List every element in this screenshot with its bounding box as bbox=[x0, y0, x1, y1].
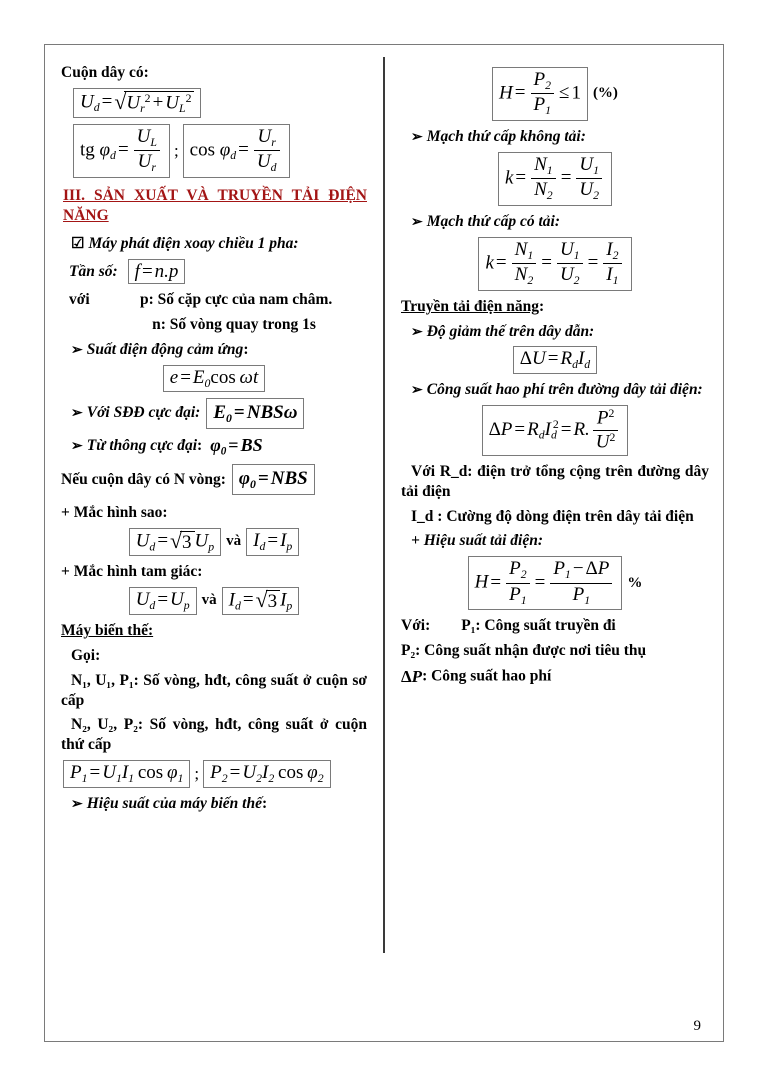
formula-delta-i: $I_d =√3$ $I_p$ bbox=[228, 588, 293, 613]
formula-separator-semicolon: ; bbox=[173, 141, 179, 161]
emf-max-label: Với SĐĐ cực đại: bbox=[86, 404, 201, 422]
formula-delta-u-box bbox=[129, 587, 197, 615]
formula-delta-p-box bbox=[482, 405, 629, 456]
percent-sign: % bbox=[627, 574, 643, 591]
secondary-coil-description: N₂, U₂, P₂: Số vòng, hđt, công suất ở cuộn thứ cấp bbox=[61, 716, 367, 754]
p1-description-line bbox=[401, 616, 709, 636]
formula-p2-box bbox=[203, 760, 330, 788]
no-load-item bbox=[401, 127, 709, 147]
emf-label: Suất điện động cảm ứng bbox=[86, 340, 244, 358]
voltage-drop-item bbox=[401, 322, 709, 342]
formula-f: f = n.p bbox=[134, 261, 179, 283]
formula-cos-phi-box bbox=[183, 124, 290, 178]
emf-item bbox=[61, 340, 367, 360]
arrow-bullet-icon: ➢ bbox=[411, 129, 423, 145]
delta-p-symbol: ΔP bbox=[401, 666, 423, 686]
flux-max-colon: : bbox=[197, 437, 203, 455]
formula-phi0-n-box bbox=[232, 464, 315, 495]
transmission-efficiency-label: + Hiệu suất tải điện: bbox=[411, 532, 543, 550]
p-description-line bbox=[61, 290, 367, 310]
formula-tg-phi-box bbox=[73, 124, 170, 178]
formula-h-transmission: H = $\frac{P_2}{P_1}$ = $\frac{P_1 - \Delta P}{P_1}$ bbox=[475, 559, 616, 607]
generator-label: Máy phát điện xoay chiều 1 pha: bbox=[88, 235, 299, 253]
transmission-row bbox=[401, 297, 709, 317]
transformer-efficiency-colon: : bbox=[261, 794, 268, 812]
formula-h-row bbox=[401, 67, 709, 121]
formula-delta-u: $U_d = U_p$ bbox=[135, 589, 190, 612]
right-column bbox=[385, 45, 723, 953]
formula-delta-u: $\Delta U = R_dI_d$ bbox=[519, 348, 591, 372]
transformer-label: Máy biến thế: bbox=[61, 622, 154, 640]
formula-k-load: k = $\frac{N_1}{N_2}$ = $\frac{U_1}{U_2}$ = $\frac{I_2}{I_1}$ bbox=[485, 240, 624, 288]
n-description: n: Số vòng quay trong 1s bbox=[152, 316, 316, 334]
and-label: và bbox=[226, 533, 242, 550]
formula-ud-row bbox=[61, 88, 367, 118]
emf-max-item bbox=[61, 398, 367, 429]
flux-max-item bbox=[61, 434, 367, 459]
rd-description: Với R_d: điện trở tổng cộng trên đường dây tải điện bbox=[401, 462, 709, 500]
formula-p2: $P_2 = U_2I_2$ $\cos \varphi_2$ bbox=[210, 762, 324, 785]
formula-phi0-n: $\varphi_0$ = NBS bbox=[238, 468, 308, 491]
formula-h-transmission-box bbox=[468, 556, 623, 610]
formula-star-i: $I_d = I_p$ bbox=[253, 530, 293, 553]
power-formula-row bbox=[61, 760, 367, 788]
dp-description: : Công suất hao phí bbox=[422, 667, 552, 685]
formula-separator-semicolon: ; bbox=[194, 764, 200, 784]
page-number: 9 bbox=[693, 1018, 701, 1034]
delta-formula-row bbox=[61, 587, 367, 615]
formula-e0-box bbox=[206, 398, 304, 429]
percent-paren: (%) bbox=[592, 85, 618, 102]
formula-e-row bbox=[61, 365, 367, 393]
arrow-bullet-icon: ➢ bbox=[71, 342, 83, 358]
formula-star-u-box bbox=[129, 528, 221, 556]
and-label: và bbox=[201, 592, 217, 609]
formula-h-box bbox=[492, 67, 588, 121]
formula-p1: $P_1 = U_1I_1$ $\cos \varphi_1$ bbox=[70, 762, 184, 785]
dp-description-line bbox=[401, 666, 709, 688]
formula-tg-phi: tg $\varphi_d$ = $\frac{U_L}{U_r}$ bbox=[80, 127, 163, 175]
left-column bbox=[45, 45, 383, 953]
transformer-efficiency-item bbox=[61, 794, 367, 814]
section-heading-iii: III. SẢN XUẤT VÀ TRUYỀN TẢI ĐIỆN NĂNG bbox=[63, 186, 367, 224]
id-description: I_d : Cường độ dòng điện trên dây tải điện bbox=[411, 507, 694, 525]
formula-delta-u-row bbox=[401, 346, 709, 374]
formula-delta-p: $\Delta P = R_dI_d^2 = R$. $\frac{P^2}{U^2}$ bbox=[489, 408, 622, 453]
formula-ud-box bbox=[73, 88, 201, 118]
generator-item bbox=[61, 234, 367, 254]
formula-cos-phi: $\cos \varphi_d$ = $\frac{U_r}{U_d}$ bbox=[190, 127, 283, 175]
transformer-efficiency-label: Hiệu suất của máy biến thế bbox=[86, 794, 262, 812]
voltage-drop-label: Độ giảm thế trên dây dẫn: bbox=[426, 322, 595, 340]
formula-k-load-box bbox=[478, 237, 631, 291]
formula-phi-row bbox=[61, 124, 367, 178]
no-load-label: Mạch thứ cấp không tải: bbox=[426, 127, 586, 145]
star-formula-row bbox=[61, 528, 367, 556]
arrow-bullet-icon: ➢ bbox=[71, 406, 83, 422]
n-description-line bbox=[61, 315, 367, 335]
p2-description: P₂: Công suất nhận được nơi tiêu thụ bbox=[401, 641, 647, 659]
transmission-colon: : bbox=[538, 297, 545, 315]
formula-p1-box bbox=[63, 760, 190, 788]
formula-k-load-row bbox=[401, 237, 709, 291]
formula-delta-u-box bbox=[513, 346, 597, 374]
checkbox-icon: ☑ bbox=[71, 236, 85, 253]
flux-max-label: Từ thông cực đại bbox=[86, 437, 198, 455]
power-loss-label: Công suất hao phí trên đường dây tải điện: bbox=[426, 381, 703, 398]
load-label: Mạch thứ cấp có tải: bbox=[426, 212, 561, 230]
delta-connection-label: + Mắc hình tam giác: bbox=[61, 563, 203, 580]
with-label: Với: bbox=[401, 617, 431, 635]
star-connection-label: + Mắc hình sao: bbox=[61, 503, 168, 521]
formula-star-i-box bbox=[246, 528, 299, 556]
arrow-bullet-icon: ➢ bbox=[71, 796, 83, 812]
p-description: p: Số cặp cực của nam châm. bbox=[140, 291, 333, 309]
formula-ud: $U_d =√U_r^2 + U_L^2$ bbox=[80, 91, 194, 115]
arrow-bullet-icon: ➢ bbox=[71, 439, 83, 455]
transmission-label: Truyền tải điện năng bbox=[401, 297, 539, 315]
formula-k-noload-box bbox=[498, 152, 612, 206]
coil-label: Cuộn dây có: bbox=[61, 64, 149, 81]
formula-h-transmission-row bbox=[401, 556, 709, 610]
power-loss-item bbox=[401, 380, 709, 400]
two-column-body bbox=[45, 45, 723, 953]
formula-delta-p-row bbox=[401, 405, 709, 456]
formula-star-u: $U_d =√3$ $U_p$ bbox=[135, 529, 215, 554]
primary-coil-description: N₁, U₁, P₁: Số vòng, hđt, công suất ở cuộn sơ cấp bbox=[61, 671, 367, 709]
n-turns-label: Nếu cuộn dây có N vòng: bbox=[61, 470, 226, 488]
formula-e-box bbox=[163, 365, 265, 393]
formula-k-noload: k = $\frac{N_1}{N_2}$ = $\frac{U_1}{U_2}$ bbox=[505, 155, 605, 203]
formula-e0: $E_0 = NBS\omega$ bbox=[213, 402, 298, 426]
formula-k-noload-row bbox=[401, 152, 709, 206]
frequency-row bbox=[61, 259, 367, 284]
formula-phi0: $\varphi_0$ = BS bbox=[210, 435, 263, 458]
arrow-bullet-icon: ➢ bbox=[411, 383, 423, 398]
arrow-bullet-icon: ➢ bbox=[411, 324, 423, 340]
load-item bbox=[401, 212, 709, 232]
frequency-label: Tần số: bbox=[69, 263, 118, 281]
emf-colon: : bbox=[243, 340, 249, 358]
call-label: Gọi: bbox=[71, 646, 101, 664]
formula-e: $e = E_0\cos$ ωt bbox=[169, 366, 259, 390]
with-label: với bbox=[69, 291, 90, 309]
arrow-bullet-icon: ➢ bbox=[411, 214, 423, 230]
formula-h: H = $\frac{P_2}{P_1}$ ≤ 1 bbox=[499, 69, 581, 118]
formula-f-box bbox=[128, 259, 186, 284]
n-turns-row bbox=[61, 464, 367, 495]
formula-delta-i-box bbox=[222, 587, 300, 615]
p1-description: P₁: Công suất truyền đi bbox=[461, 617, 616, 635]
page-frame bbox=[44, 44, 724, 1042]
